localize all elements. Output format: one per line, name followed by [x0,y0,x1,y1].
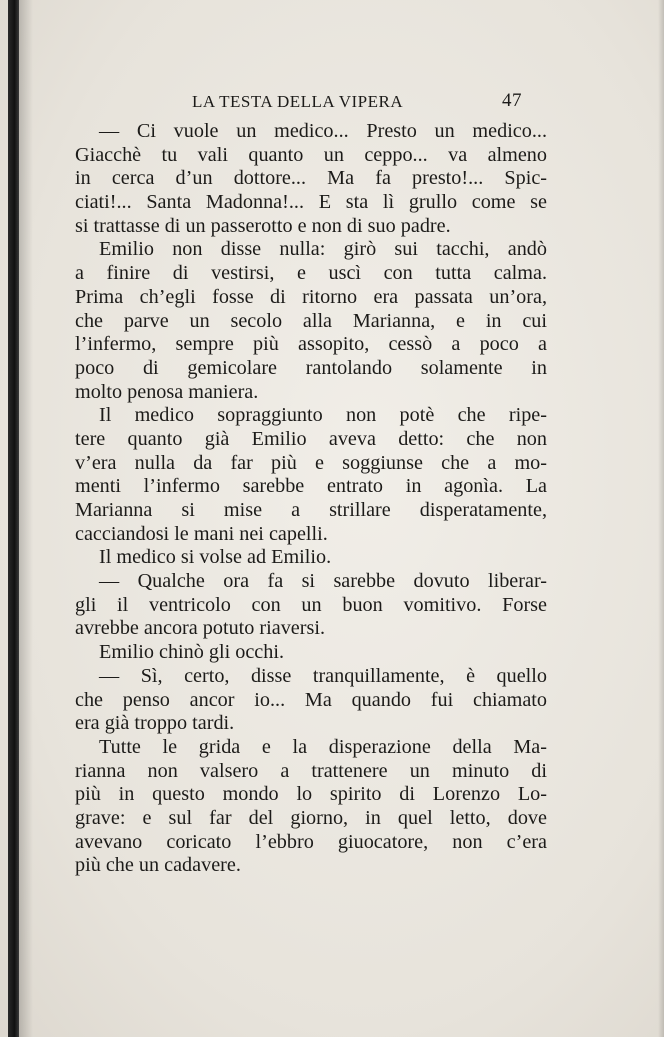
text-line: che parve un secolo alla Marianna, e in cui [75,309,547,332]
text-line: poco di gemicolare rantolando solamente in [75,356,547,379]
running-title: LA TESTA DELLA VIPERA [192,92,404,111]
page-edge-shadow [658,0,664,1037]
text-line: — Sì, certo, disse tranquillamente, è quello [99,664,547,687]
page-header [192,92,522,116]
text-line: Emilio chinò gli occhi. [99,641,285,664]
text-line: Tutte le grida e la disperazione della Ma- [99,735,547,758]
text-line: Emilio non disse nulla: girò sui tacchi, andò [99,238,547,261]
page-number: 47 [502,90,522,111]
text-line: si trattasse di un passerotto e non di suo padre. [75,214,451,237]
text-line: gli il ventricolo con un buon vomitivo. Forse [75,593,547,616]
text-line: più in questo mondo lo spirito di Lorenzo Lo- [75,783,547,806]
text-line: ciati!... Santa Madonna!... E sta lì grullo come se [75,191,547,214]
text-line: che penso ancor io... Ma quando fui chiamato [75,688,547,711]
text-line: molto penosa maniera. [75,380,259,403]
gutter-shadow [19,0,33,1037]
text-line: avrebbe ancora potuto riaversi. [75,617,325,640]
text-line: Marianna si mise a strillare disperatamente, [75,499,547,521]
text-line: rianna non valsero a trattenere un minuto di [75,759,547,782]
text-line: grave: e sul far del giorno, in quel letto, dove [75,806,547,829]
book-binding-edge [8,0,19,1037]
text-line: Il medico si volse ad Emilio. [99,546,332,569]
text-line: v’era nulla da far più e soggiunse che a mo- [75,451,547,474]
text-line: era già troppo tardi. [75,712,235,735]
text-line: — Ci vuole un medico... Presto un medico... [99,120,547,142]
text-line: in cerca d’un dottore... Ma fa presto!... Spic- [75,167,547,190]
text-line: a finire di vestirsi, e uscì con tutta calma. [75,262,547,285]
text-line: avevano coricato l’ebbro giuocatore, non c’era [75,830,547,853]
text-line: Prima ch’egli fosse di ritorno era passata un’ora, [75,285,547,308]
text-line: l’infermo, sempre più assopito, cessò a poco a [75,333,547,356]
text-line: menti l’infermo sarebbe entrato in agonìa. La [75,475,547,498]
text-line: Giacchè tu vali quanto un ceppo... va almeno [75,143,547,166]
text-line: più che un cadavere. [75,854,241,877]
text-line: Il medico sopraggiunto non potè che ripe- [99,404,547,427]
text-line: cacciandosi le mani nei capelli. [75,522,328,545]
text-line: — Qualche ora fa si sarebbe dovuto liberar- [99,570,547,593]
body-text [75,120,547,878]
text-line: tere quanto già Emilio aveva detto: che non [75,427,547,450]
